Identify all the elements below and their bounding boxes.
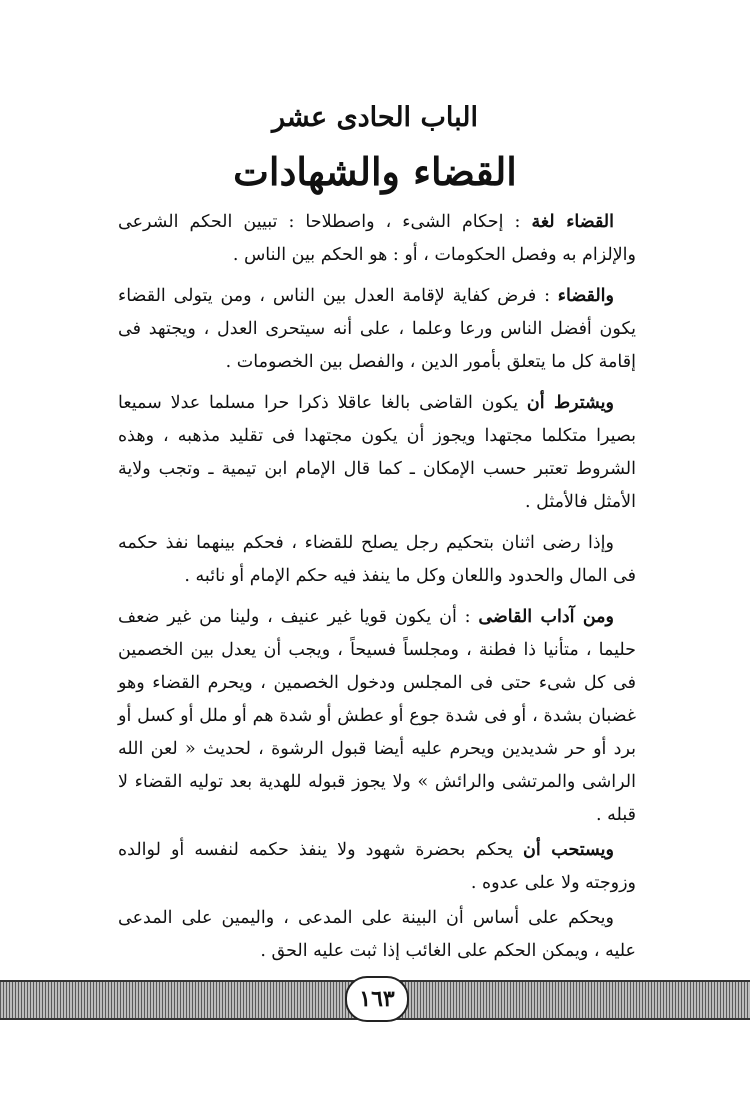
chapter-heading: الباب الحادى عشر — [272, 102, 478, 133]
paragraph-text: يكون القاضى بالغا عاقلا ذكرا حرا مسلما عدلا سميعا بصيرا متكلما مجتهدا ويجوز أن يكون مجتهدا فى تقليد مذهبه ، وهذه الشروط تعتبر حسب الإمكان ـ كما قال الإمام ابن تيمية ـ وتجب ولاية الأمثل فالأمثل . — [118, 393, 636, 512]
paragraph-judge-conditions — [118, 387, 636, 519]
paragraph-text: يحكم بحضرة شهود ولا ينفذ حكمه لنفسه أو لوالده وزوجته ولا على عدوه . — [118, 840, 636, 893]
page-number: ١٦٣ — [345, 976, 409, 1022]
paragraph-lead: ويشترط أن — [526, 393, 614, 413]
paragraph-text: وإذا رضى اثنان بتحكيم رجل يصلح للقضاء ، فحكم بينهما نفذ حكمه فى المال والحدود واللعان وكل ما ينفذ فيه حكم الإمام أو نائبه . — [118, 533, 636, 586]
paragraph-text: ويحكم على أساس أن البينة على المدعى ، واليمين على المدعى عليه ، ويمكن الحكم على الغائب إذا ثبت عليه الحق . — [118, 908, 636, 961]
paragraph-lead: ومن آداب القاضى — [478, 607, 614, 627]
paragraph-text: : فرض كفاية لإقامة العدل بين الناس ، ومن يتولى القضاء يكون أفضل الناس ورعا وعلما ، على أنه سيتحرى العدل ، ويجتهد فى إقامة كل ما يتعلق بأمور الدين ، والفصل بين الخصومات . — [118, 286, 636, 372]
paragraph-text: : إحكام الشىء ، واصطلاحا : تبيين الحكم الشرعى والإلزام به وفصل الحكومات ، أو : هو الحكم بين الناس . — [118, 212, 636, 265]
paragraph-lead: ويستحب أن — [523, 840, 614, 860]
paragraph-lead: القضاء لغة — [531, 212, 614, 232]
paragraph-lead: والقضاء — [557, 286, 614, 306]
paragraph-text: : أن يكون قويا غير عنيف ، ولينا من غير ضعف حليما ، متأنيا ذا فطنة ، ومجلساً فسيحاً ، ويجب أن يعدل بين الخصمين فى كل شىء حتى فى المجلس ودخول الخصمين ، ويحرم القضاء وهو غضبان بشدة ، أو فى شدة جوع أو عطش أو شدة هم أو ملل أو كسل أو برد أو حر شديدين ويحرم عليه أيضا قبول الرشوة ، لحديث « لعن الله الراشى والمرتشى والرائش » ولا يجوز قبوله للهدية بعد توليه القضاء لا قبله . — [118, 607, 636, 825]
body-text — [118, 206, 636, 976]
paragraph-qada-definition — [118, 206, 636, 272]
paragraph-qada-ruling — [118, 280, 636, 379]
paragraph-evidence — [118, 902, 636, 968]
paragraph-recommended — [118, 834, 636, 900]
paragraph-arbitration — [118, 527, 636, 593]
paragraph-judge-etiquette — [118, 601, 636, 832]
chapter-title: القضاء والشهادات — [233, 149, 517, 194]
